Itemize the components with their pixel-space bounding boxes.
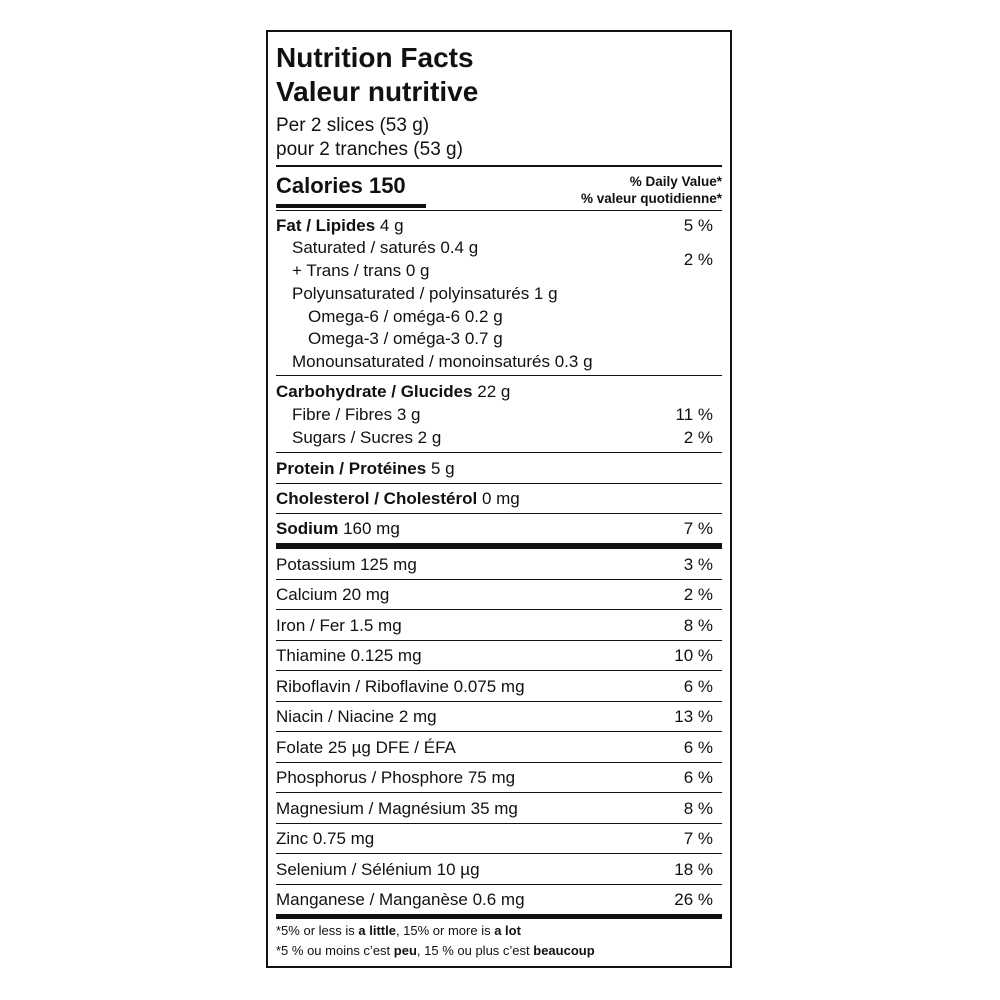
cholesterol-label: Cholesterol / Cholestérol [276,489,478,508]
micro-name: Selenium / Sélénium 10 µg [276,860,480,879]
micro-dv: 6 % [683,677,713,696]
sodium-row [276,518,400,540]
sodium-dv: 7 % [683,519,713,538]
rule-thick-footnote [276,914,722,919]
micro-name: Manganese / Manganèse 0.6 mg [276,890,525,909]
rule-micro [276,579,722,580]
protein-label: Protein / Protéines [276,459,427,478]
rule-micro [276,823,722,824]
omega3-row: Omega-3 / oméga-3 0.7 g [308,329,503,348]
micro-dv: 13 % [674,707,713,726]
polyunsaturated-row: Polyunsaturated / polyinsaturés 1 g [292,284,558,303]
micro-name: Zinc 0.75 mg [276,829,375,848]
micro-name: Folate 25 µg DFE / ÉFA [276,738,456,757]
fat-row [276,215,404,237]
footnote-en-text2: , 15% or more is [395,923,495,938]
serving-size-en: Per 2 slices (53 g) [276,115,430,136]
micro-dv: 8 % [683,616,713,635]
micro-dv: 3 % [683,555,713,574]
fat-dv: 5 % [683,216,713,235]
trans-row: + Trans / trans 0 g [292,261,430,280]
rule-carbohydrate [276,452,722,453]
fibre-row: Fibre / Fibres 3 g [292,405,421,424]
footnote-en [276,922,521,940]
footnote-fr-text2: , 15 % ou plus c’est [416,943,534,958]
rule-micro [276,701,722,702]
rule-micro [276,762,722,763]
rule-micro [276,640,722,641]
rule-micro [276,792,722,793]
dv-header [581,173,722,207]
footnote-fr [276,942,595,960]
micro-dv: 6 % [683,768,713,787]
calories-row [276,173,406,199]
micro-name: Magnesium / Magnésium 35 mg [276,799,518,818]
sugars-row: Sugars / Sucres 2 g [292,428,442,447]
saturated-row: Saturated / saturés 0.4 g [292,238,479,257]
micro-name: Niacin / Niacine 2 mg [276,707,437,726]
footnote-fr-peu: peu [393,943,417,958]
micro-dv: 18 % [674,860,713,879]
rule-cholesterol [276,513,722,514]
micro-dv: 8 % [683,799,713,818]
fat-amount: 4 g [379,216,404,235]
sat-trans-dv: 2 % [683,250,713,269]
rule-protein [276,483,722,484]
calories-underline [276,204,426,208]
micro-name: Riboflavin / Riboflavine 0.075 mg [276,677,525,696]
protein-amount: 5 g [430,459,455,478]
rule-micro [276,853,722,854]
serving-size-fr: pour 2 tranches (53 g) [276,139,463,160]
protein-row [276,458,455,480]
micro-dv: 10 % [674,646,713,665]
footnote-fr-text: *5 % ou moins c’est [276,943,394,958]
dv-header-fr: % valeur quotidienne* [580,191,722,206]
calories-label: Calories [276,173,363,198]
rule-micro [276,609,722,610]
micro-name: Iron / Fer 1.5 mg [276,616,402,635]
calories-value: 150 [368,173,406,198]
rule-calories [276,210,722,211]
title-fr: Valeur nutritive [276,76,479,107]
footnote-fr-beaucoup: beaucoup [533,943,595,958]
micro-dv: 6 % [683,738,713,757]
sodium-label: Sodium [276,519,339,538]
nutrition-facts-panel [266,30,732,968]
footnote-en-little: a little [358,923,396,938]
micro-dv: 7 % [683,829,713,848]
sugars-dv: 2 % [683,428,713,447]
micro-name: Phosphorus / Phosphore 75 mg [276,768,516,787]
micro-dv: 26 % [674,890,713,909]
micro-name: Thiamine 0.125 mg [276,646,422,665]
carbohydrate-row [276,381,510,403]
rule-serving [276,165,722,167]
footnote-en-text: *5% or less is [276,923,359,938]
sodium-amount: 160 mg [343,519,400,538]
micro-dv: 2 % [683,585,713,604]
dv-header-en: % Daily Value* [629,174,722,189]
rule-thick-micros [276,543,722,549]
cholesterol-amount: 0 mg [481,489,520,508]
omega6-row: Omega-6 / oméga-6 0.2 g [308,307,503,326]
carbohydrate-amount: 22 g [477,382,511,401]
title-en: Nutrition Facts [276,42,474,73]
monounsaturated-row: Monounsaturated / monoinsaturés 0.3 g [292,352,593,371]
rule-micro [276,884,722,885]
carbohydrate-label: Carbohydrate / Glucides [276,382,473,401]
rule-fat [276,375,722,376]
rule-micro [276,731,722,732]
micro-name: Potassium 125 mg [276,555,417,574]
fibre-dv: 11 % [675,405,713,424]
rule-micro [276,670,722,671]
fat-label: Fat / Lipides [276,216,376,235]
cholesterol-row [276,488,520,510]
micro-name: Calcium 20 mg [276,585,390,604]
footnote-en-lot: a lot [494,923,521,938]
